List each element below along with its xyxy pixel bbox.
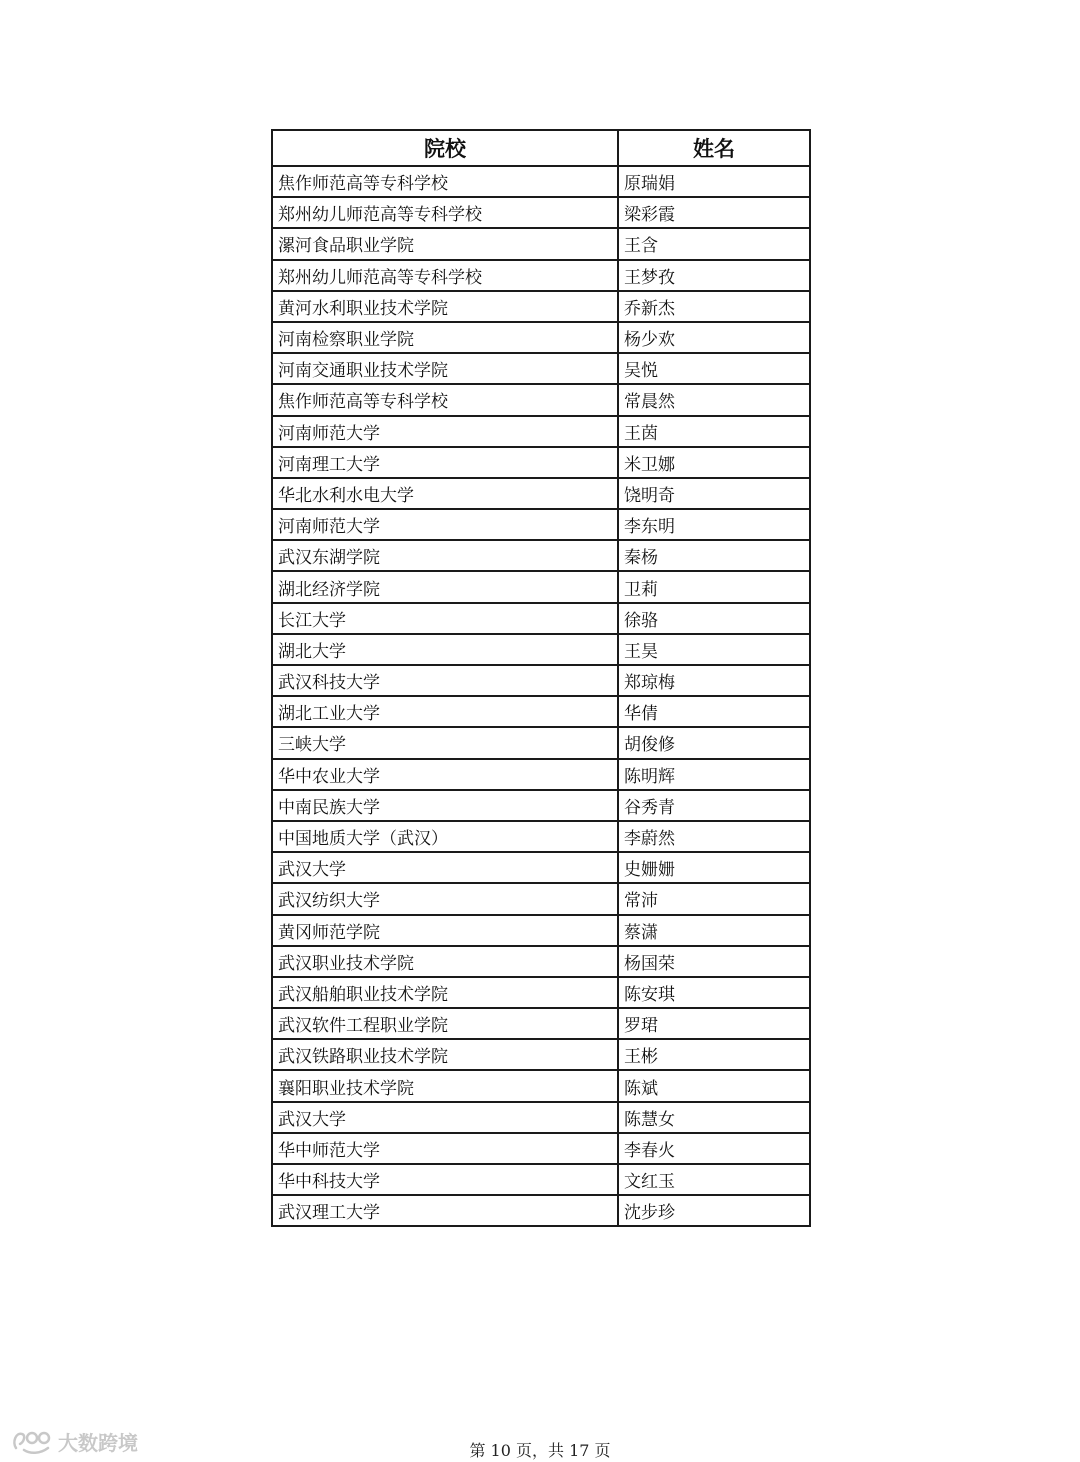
name-cell: 李蔚然 [618,821,810,852]
name-cell: 陈斌 [618,1070,810,1101]
name-cell: 王彬 [618,1039,810,1070]
name-cell: 陈安琪 [618,977,810,1008]
name-cell: 谷秀青 [618,790,810,821]
table-row [272,1070,810,1101]
table-row [272,166,810,197]
name-cell: 米卫娜 [618,447,810,478]
table-row [272,416,810,447]
name-cell: 史姗姗 [618,852,810,883]
table-row [272,790,810,821]
school-cell: 襄阳职业技术学院 [272,1070,618,1101]
school-cell: 郑州幼儿师范高等专科学校 [272,197,618,228]
table-row [272,946,810,977]
school-cell: 河南检察职业学院 [272,322,618,353]
watermark-text: 大数跨境 [58,1430,138,1455]
table-row [272,540,810,571]
table-row [272,353,810,384]
table-body [272,166,810,1226]
table-row [272,665,810,696]
name-cell: 李东明 [618,509,810,540]
school-cell: 武汉理工大学 [272,1195,618,1226]
name-cell: 王茵 [618,416,810,447]
table-row [272,571,810,602]
table-row [272,1008,810,1039]
table-row [272,1102,810,1133]
school-cell: 河南理工大学 [272,447,618,478]
school-cell: 华中师范大学 [272,1133,618,1164]
school-cell: 华北水利水电大学 [272,478,618,509]
table-row [272,228,810,259]
name-cell: 沈步珍 [618,1195,810,1226]
table-row [272,447,810,478]
school-cell: 湖北大学 [272,634,618,665]
column-header-school: 院校 [272,130,618,166]
school-cell: 河南师范大学 [272,509,618,540]
name-cell: 李春火 [618,1133,810,1164]
table-row [272,260,810,291]
page-number: 第 10 页，共 17 页 [469,1441,611,1460]
table-row [272,977,810,1008]
school-cell: 武汉大学 [272,852,618,883]
school-cell: 武汉科技大学 [272,665,618,696]
name-cell: 徐骆 [618,603,810,634]
name-cell: 杨国荣 [618,946,810,977]
name-cell: 原瑞娟 [618,166,810,197]
table-row [272,322,810,353]
school-cell: 中国地质大学（武汉） [272,821,618,852]
school-cell: 黄冈师范学院 [272,915,618,946]
table-row [272,634,810,665]
table-header-row [272,130,810,166]
table-row [272,915,810,946]
school-cell: 长江大学 [272,603,618,634]
name-cell: 陈慧女 [618,1102,810,1133]
school-cell: 三峡大学 [272,727,618,758]
name-cell: 饶明奇 [618,478,810,509]
table-row [272,478,810,509]
name-cell: 杨少欢 [618,322,810,353]
school-cell: 漯河食品职业学院 [272,228,618,259]
school-cell: 湖北经济学院 [272,571,618,602]
roster-table [271,129,811,1227]
table-row [272,1133,810,1164]
school-cell: 武汉东湖学院 [272,540,618,571]
name-cell: 王昊 [618,634,810,665]
name-cell: 秦杨 [618,540,810,571]
name-cell: 吴悦 [618,353,810,384]
table-row [272,1195,810,1226]
name-cell: 华倩 [618,696,810,727]
roster-table-container [271,129,809,1227]
name-cell: 梁彩霞 [618,197,810,228]
school-cell: 黄河水利职业技术学院 [272,291,618,322]
name-cell: 蔡潇 [618,915,810,946]
name-cell: 乔新杰 [618,291,810,322]
table-row [272,1039,810,1070]
table-row [272,384,810,415]
school-cell: 焦作师范高等专科学校 [272,384,618,415]
school-cell: 武汉船舶职业技术学院 [272,977,618,1008]
school-cell: 焦作师范高等专科学校 [272,166,618,197]
table-row [272,603,810,634]
school-cell: 武汉纺织大学 [272,883,618,914]
table-row [272,509,810,540]
table-row [272,759,810,790]
table-row [272,291,810,322]
table-row [272,197,810,228]
name-cell: 文红玉 [618,1164,810,1195]
school-cell: 武汉大学 [272,1102,618,1133]
name-cell: 王含 [618,228,810,259]
table-row [272,1164,810,1195]
school-cell: 华中农业大学 [272,759,618,790]
table-row [272,883,810,914]
name-cell: 郑琼梅 [618,665,810,696]
name-cell: 罗珺 [618,1008,810,1039]
table-row [272,727,810,758]
school-cell: 中南民族大学 [272,790,618,821]
school-cell: 河南师范大学 [272,416,618,447]
name-cell: 卫莉 [618,571,810,602]
school-cell: 武汉软件工程职业学院 [272,1008,618,1039]
name-cell: 王梦孜 [618,260,810,291]
watermark [10,1426,138,1456]
table-row [272,852,810,883]
school-cell: 河南交通职业技术学院 [272,353,618,384]
column-header-name: 姓名 [618,130,810,166]
table-row [272,696,810,727]
school-cell: 湖北工业大学 [272,696,618,727]
school-cell: 武汉职业技术学院 [272,946,618,977]
school-cell: 武汉铁路职业技术学院 [272,1039,618,1070]
name-cell: 常晨然 [618,384,810,415]
name-cell: 陈明辉 [618,759,810,790]
school-cell: 华中科技大学 [272,1164,618,1195]
table-row [272,821,810,852]
logo-icon [10,1426,54,1456]
school-cell: 郑州幼儿师范高等专科学校 [272,260,618,291]
name-cell: 常沛 [618,883,810,914]
name-cell: 胡俊修 [618,727,810,758]
